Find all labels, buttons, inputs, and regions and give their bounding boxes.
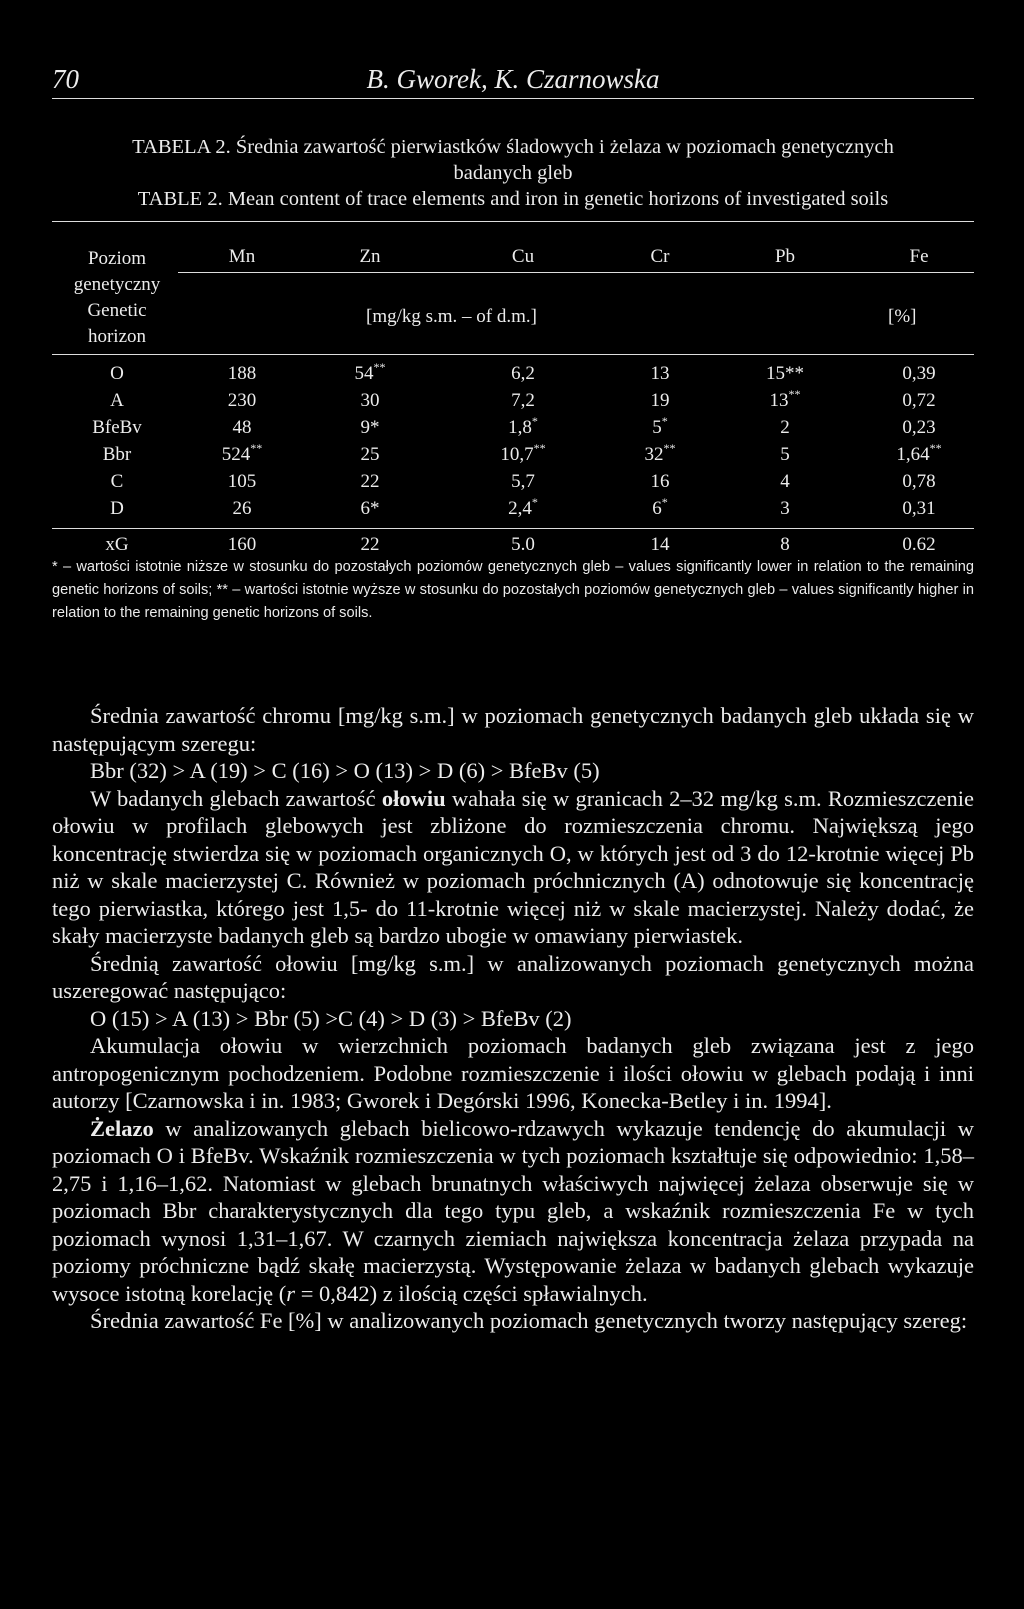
mean-pb: 8 [780,534,790,555]
header-label-pl-1: Poziom [87,248,147,269]
sequence-lead: O (15) > A (13) > Bbr (5) >C (4) > D (3) > BfeBv (2) [90,1005,572,1031]
col-header-pb: Pb [774,246,796,267]
mean-zn: 22 [360,534,380,555]
cell-cu: 7,2 [511,390,535,411]
cell-cr: 32 [644,444,664,465]
col-header-fe: Fe [909,246,929,267]
cell-zn: 22 [360,471,380,492]
cell-cr-mark: * [661,414,668,428]
cell-cu: 10,7 [500,444,534,465]
term-lead: ołowiu [381,785,446,811]
cell-cu: 2,4 [508,498,532,519]
mean-mn: 160 [227,534,257,555]
row-name: Bbr [102,444,132,465]
running-authors: B. Gworek, K. Czarnowska [366,64,660,94]
mean-row-name: xG [105,534,129,555]
cell-cu: 6,2 [511,363,535,384]
table-row [52,360,974,390]
cell-fe: 0,72 [902,390,936,411]
cell-zn-mark: ** [373,360,386,374]
page-number: 70 [52,64,79,94]
row-name: O [110,363,124,384]
table-row [52,441,974,471]
col-header-cu: Cu [511,246,535,267]
cell-mn: 230 [227,390,257,411]
cell-cr: 6 [652,498,662,519]
caption-pl-line-1: TABELA 2. Średnia zawartość pierwiastków śladowych i żelaza w poziomach genetycznych [132,136,894,158]
cell-zn: 9* [360,417,380,438]
cell-cu: 1,8 [508,417,532,438]
cell-pb: 13 [769,390,789,411]
cell-mn-mark: ** [250,441,263,455]
cell-pb: 2 [780,417,790,438]
paragraph-chromium: Średnia zawartość chromu [mg/kg s.m.] w poziomach genetycznych badanych gleb układa się w następującym szeregu: [52,703,974,756]
table-row [52,414,974,444]
cell-mn: 26 [232,498,252,519]
cell-cu: 5,7 [511,471,535,492]
caption-pl-line-2: badanych gleb [453,162,573,184]
cell-cr: 13 [650,363,670,384]
table-footnote: * – wartości istotnie niższe w stosunku do pozostałych poziomów genetycznych gleb – values significantly lower in relation to the remaining genetic horizons of soils; ** – wartości istotnie wyższe w stosunku do pozostałych poziomów genetycznych gleb – values significantly higher in relation to the remaining genetic horizons of soils. [52,559,974,621]
mean-cu: 5.0 [511,534,535,555]
paragraph-lead-accumulation: Akumulacja ołowiu w wierzchnich poziomach badanych gleb związana jest z jego antropogenicznym pochodzeniem. Podobne rozmieszczenie i ilości ołowiu w glebach podają i inni autorzy [Czarnowska i in. 1983; Gworek i Degórski 1996, Konecka-Betley i in. 1994]. [52,1033,974,1113]
cell-cu-mark: * [531,495,538,509]
col-header-cr: Cr [650,246,670,267]
cell-cr: 5 [652,417,662,438]
unit-percent: [%] [888,306,917,327]
col-header-mn: Mn [228,246,256,267]
sequence-chromium: Bbr (32) > A (19) > C (16) > O (13) > D (6) > BfeBv (5) [90,758,600,783]
running-header [52,64,974,99]
header-label-pl-2: genetyczny [73,274,161,295]
header-bottom-rule [52,354,974,355]
cell-mn: 188 [227,363,257,384]
body-text [52,702,974,1335]
header-label-en-1: Genetic [87,300,147,321]
cell-pb: 3 [780,498,790,519]
row-name: C [110,471,124,492]
symbol-r: r [286,1280,296,1306]
paragraph-iron-mean: Średnia zawartość Fe [%] w analizowanych poziomach genetycznych tworzy następujący szereg: [90,1308,968,1333]
mean-cr: 14 [650,534,670,555]
unit-mg: [mg/kg s.m. – of d.m.] [366,306,537,327]
table-caption [52,134,974,212]
cell-zn: 54 [354,363,374,384]
paragraph-iron: Żelazo w analizowanych glebach bielicowo-rdzawych wykazuje tendencję do akumulacji w poziomach O i BfeBv. Wskaźnik rozmieszczenia w tych poziomach kształtuje się odpowiednio: 1,58–2,75 i 1,16–1,62. Natomiast w glebach brunatnych właściwych najwięcej żelaza obserwuje się w poziomach Bbr charakterystycznych dla tego typu gleb, a wskaźnik rozmieszczenia Fe w tych poziomach wynosi 1,31–1,67. W czarnych ziemiach największa koncentracja żelaza przypada na poziomy próchniczne bądź skałę macierzystą. Występowanie żelaza w badanych glebach wykazuje wysoce istotną korelację (r = 0,842) z ilością części spławialnych. [52,1115,974,1306]
row-name: D [110,498,124,519]
row-name: BfeBv [92,417,142,438]
header-rule [178,272,974,273]
cell-pb: 4 [780,471,790,492]
table-row [52,471,974,498]
caption-en: TABLE 2. Mean content of trace elements and iron in genetic horizons of investigated soils [137,188,889,210]
table-row [52,495,974,525]
cell-zn: 6* [360,498,380,519]
cell-cr: 19 [650,390,670,411]
cell-mn: 105 [227,471,257,492]
cell-mn: 48 [232,417,252,438]
cell-fe: 0,31 [902,498,936,519]
term-iron: Żelazo [90,1115,154,1141]
cell-fe: 0,39 [902,363,936,384]
cell-cr-mark: * [661,495,668,509]
cell-cu-mark: * [531,414,538,428]
mean-top-rule [52,528,974,529]
cell-pb-mark: ** [788,387,801,401]
paragraph-lead: W badanych glebach zawartość ołowiu wahała się w granicach 2–32 mg/kg s.m. Rozmieszczenie ołowiu w profilach glebowych jest zbliżone do rozmieszczenia chromu. Największą jego koncentrację stwierdza się w poziomach organicznych O, w których jest od 3 do 12-krotnie więcej Pb niż w skale macierzystej C. Również w poziomach próchnicznych (A) odnotowuje się koncentrację tego pierwiastka, którego jest 1,5- do 11-krotnie więcej niż w skale macierzystej. Należy dodać, że skały macierzyste badanych gleb są bardzo ubogie w omawiany pierwiastek. [52,785,975,948]
cell-pb: 5 [780,444,790,465]
cell-cu-mark: ** [533,441,546,455]
cell-cr-mark: ** [663,441,676,455]
row-name: A [110,390,124,411]
cell-pb: 15** [766,363,804,384]
cell-mn: 524 [221,444,251,465]
table-row [52,387,974,417]
cell-zn: 25 [360,444,380,465]
cell-zn: 30 [360,390,380,411]
cell-cr: 16 [650,471,670,492]
col-header-zn: Zn [359,246,381,267]
caption-rule [52,221,974,222]
cell-fe: 0,23 [902,417,936,438]
paragraph-lead-mean: Średnią zawartość ołowiu [mg/kg s.m.] w analizowanych poziomach genetycznych można uszeregować następująco: [52,950,974,1003]
cell-fe: 0,78 [902,471,936,492]
header-label-en-2: horizon [87,326,147,347]
cell-fe: 1,64 [896,444,930,465]
cell-fe-mark: ** [929,441,942,455]
mean-fe: 0.62 [902,534,936,555]
